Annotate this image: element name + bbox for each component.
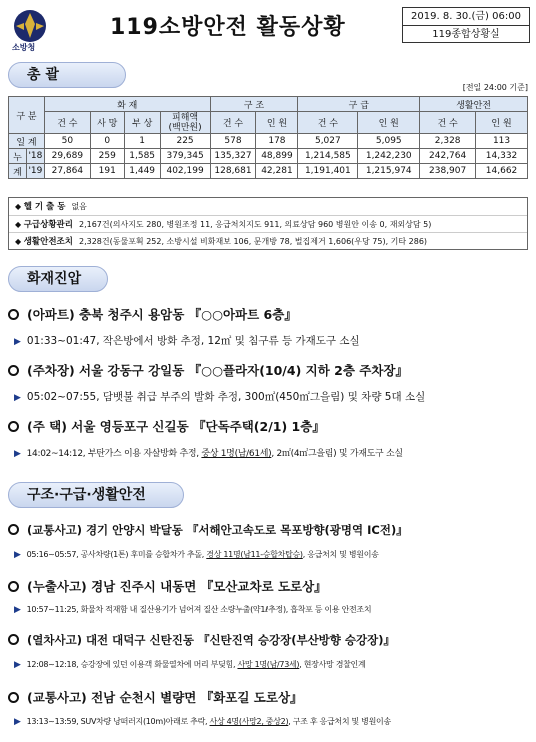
hdr-gubun: 구 분 [9, 97, 45, 134]
report-date: 2019. 8. 30.(금) 06:00 [411, 11, 521, 22]
hdr-fire-damage: 피해액 (백만원) [160, 112, 210, 134]
report-org: 119종합상황실 [403, 25, 529, 42]
cell: 191 [90, 164, 124, 179]
extra-row-life: ◆ 생활안전조치 2,328건(동물포획 252, 소방시설 비화재보 106, 문개방 78, 벌집제거 1,606(우당 75), 기타 286) [9, 232, 527, 249]
fire-item-detail: ▶ 14:02~14:12, 부탄가스 이용 자살방화 추정, 중상 1명(남/61세), 2㎡(4㎡그을림) 및 가재도구 소실 [14, 449, 403, 459]
circle-bullet-icon [8, 634, 19, 645]
circle-bullet-icon [8, 309, 19, 320]
cell: 14,332 [476, 149, 528, 164]
extra-row-ems: ◆ 구급상황관리 2,167건(의사지도 280, 병원조정 11, 응급처치지도 911, 의료상담 960 병원안 이송 0, 재외상담 5) [9, 215, 527, 232]
triangle-bullet-icon: ▶ [14, 605, 21, 615]
cell: 225 [160, 134, 210, 149]
cell: 178 [256, 134, 298, 149]
fire-item-detail: ▶ 05:02~07:55, 담뱃불 취급 부주의 발화 추정, 300㎡(450㎡그을림) 및 차량 5대 소실 [14, 391, 426, 403]
triangle-bullet-icon: ▶ [14, 449, 21, 459]
row-label: 계 [9, 164, 27, 179]
cell: 1,449 [124, 164, 160, 179]
triangle-bullet-icon: ▶ [14, 550, 21, 560]
summary-table [8, 96, 528, 179]
rescue-item-headline: (열차사고) 대전 대덕구 신탄진동 『신탄진역 승강장(부산방향 승강장)』 [8, 632, 395, 648]
cell: 242,764 [420, 149, 476, 164]
hdr-ems: 구 급 [298, 97, 420, 112]
circle-bullet-icon [8, 581, 19, 592]
fire-item-headline: (아파트) 충북 청주시 용암동 『○○아파트 6층』 [8, 305, 297, 323]
circle-bullet-icon [8, 421, 19, 432]
row-label: 일 계 [9, 134, 45, 149]
rescue-item-detail: ▶ 13:13~13:59, SUV차량 낭떠러지(10m)아래로 추락, 사상 4명(사망2, 중상2), 구조 후 응급처치 및 병원이송 [14, 717, 391, 727]
date-box [402, 7, 530, 43]
hdr-fire-count: 건 수 [44, 112, 90, 134]
page-title: 119소방안전 활동상황 [110, 15, 346, 40]
cell: 14,662 [476, 164, 528, 179]
circle-bullet-icon [8, 692, 19, 703]
cell: 128,681 [210, 164, 256, 179]
cell: 1 [124, 134, 160, 149]
cell: 259 [90, 149, 124, 164]
cell: 29,689 [44, 149, 90, 164]
rescue-item-headline: (교통사고) 경기 안양시 박달동 『서해안고속도로 목포방향(광명역 IC전)』 [8, 522, 408, 538]
cell: 379,345 [160, 149, 210, 164]
row-sublabel: '19 [26, 164, 44, 179]
row-sublabel: '18 [26, 149, 44, 164]
table-row [9, 164, 528, 179]
circle-bullet-icon [8, 365, 19, 376]
hdr-life-persons: 인 원 [476, 112, 528, 134]
row-label: 누 [9, 149, 27, 164]
cell: 5,095 [358, 134, 420, 149]
hdr-fire-death: 사 망 [90, 112, 124, 134]
triangle-bullet-icon: ▶ [14, 337, 21, 347]
summary-extra [8, 197, 528, 250]
cell: 1,242,230 [358, 149, 420, 164]
hdr-life-count: 건 수 [420, 112, 476, 134]
fire-item-headline: (주차장) 서울 강동구 강일동 『○○플라자(10/4) 지하 2층 주차장』 [8, 361, 408, 379]
hdr-rescue: 구 조 [210, 97, 298, 112]
section-rescue-title: 구조·구급·생활안전 [8, 482, 184, 508]
cell: 42,281 [256, 164, 298, 179]
hdr-rescue-persons: 인 원 [256, 112, 298, 134]
table-row [9, 149, 528, 164]
logo-label: 소방청 [12, 43, 36, 52]
triangle-bullet-icon: ▶ [14, 660, 21, 670]
hdr-ems-persons: 인 원 [358, 112, 420, 134]
fire-item-detail: ▶ 01:33~01:47, 작은방에서 방화 추정, 12㎡ 및 침구류 등 가재도구 소실 [14, 335, 360, 347]
table-row [9, 134, 528, 149]
hdr-ems-count: 건 수 [298, 112, 358, 134]
cell: 0 [90, 134, 124, 149]
fire-item-headline: (주 택) 서울 영등포구 신길동 『단독주택(2/1) 1층』 [8, 417, 325, 435]
cell: 135,327 [210, 149, 256, 164]
cell: 1,585 [124, 149, 160, 164]
hdr-fire-injury: 부 상 [124, 112, 160, 134]
cell: 1,191,401 [298, 164, 358, 179]
triangle-bullet-icon: ▶ [14, 717, 21, 727]
cell: 27,864 [44, 164, 90, 179]
section-fire-title: 화재진압 [8, 266, 108, 292]
cell: 2,328 [420, 134, 476, 149]
cell: 1,215,974 [358, 164, 420, 179]
hdr-life: 생활안전 [420, 97, 528, 112]
rescue-item-detail: ▶ 12:08~12:18, 승강장에 있던 이용객 화물열차에 머리 부딪힘, 사망 1명(남/73세), 현장사망 경찰인계 [14, 660, 366, 670]
hdr-fire: 화 재 [44, 97, 210, 112]
cell: 402,199 [160, 164, 210, 179]
section-summary-title: 총 괄 [8, 62, 126, 88]
cell: 238,907 [420, 164, 476, 179]
triangle-bullet-icon: ▶ [14, 393, 21, 403]
cell: 578 [210, 134, 256, 149]
rescue-item-headline: (누출사고) 경남 진주시 내동면 『모산교차로 도로상』 [8, 577, 327, 595]
cell: 113 [476, 134, 528, 149]
cell: 50 [44, 134, 90, 149]
hdr-rescue-count: 건 수 [210, 112, 256, 134]
extra-row-helicopter: ◆ 헬 기 출 동 없음 [15, 202, 87, 212]
cell: 5,027 [298, 134, 358, 149]
circle-bullet-icon [8, 524, 19, 535]
cell: 1,214,585 [298, 149, 358, 164]
rescue-item-headline: (교통사고) 전남 순천시 별량면 『화포길 도로상』 [8, 688, 303, 706]
rescue-item-detail: ▶ 05:16~05:57, 공사차량(1톤) 후미를 승합차가 추돌, 경상 11명(남11-승합차탑승), 응급처치 및 병원이송 [14, 550, 379, 560]
rescue-item-detail: ▶ 10:57~11:25, 화물차 적재함 내 질산용기가 넘어져 질산 소량누출(약1ℓ추정), 흡착포 등 이용 안전조치 [14, 605, 372, 615]
cell: 48,899 [256, 149, 298, 164]
basis-note: [전일 24:00 기준] [462, 83, 528, 92]
